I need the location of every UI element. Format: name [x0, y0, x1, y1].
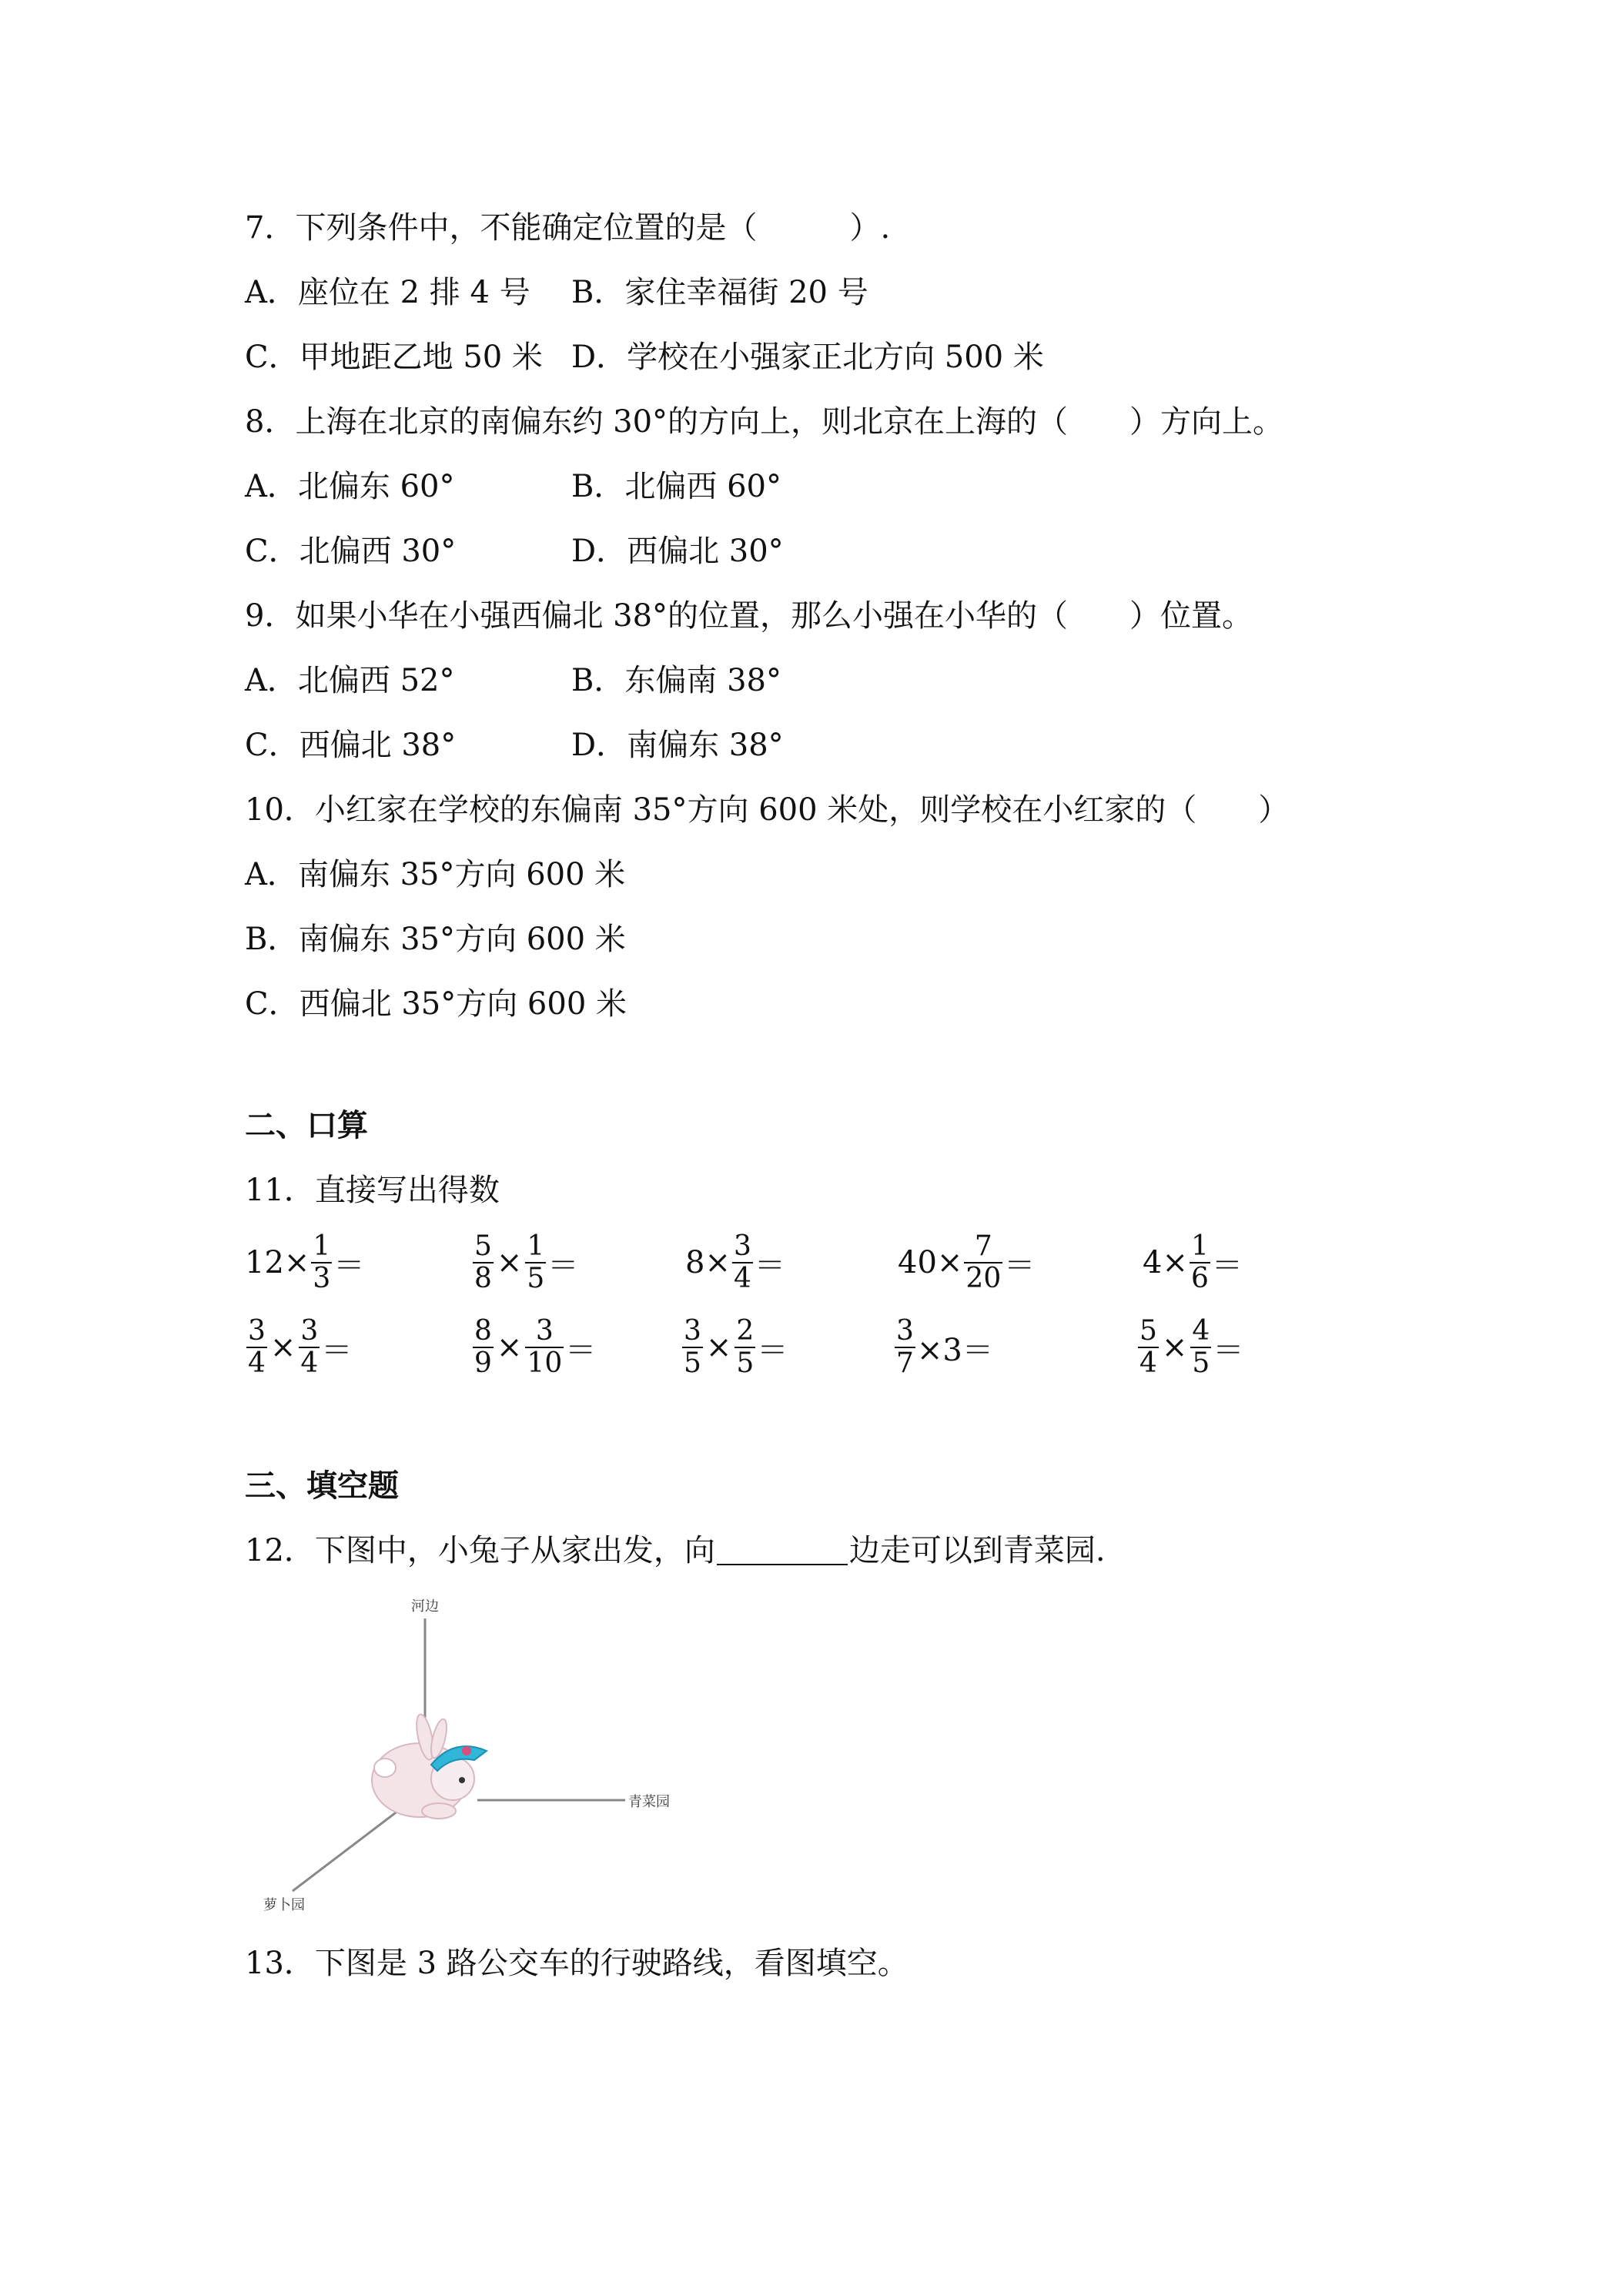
q13-stem: 13．下图是 3 路公交车的行驶路线，看图填空。 — [245, 1946, 909, 1981]
q12-stem-before: 12．下图中，小兔子从家出发，向 — [245, 1533, 715, 1568]
equals-sign: ＝ — [565, 1332, 597, 1368]
fraction-numerator: 3 — [896, 1315, 914, 1347]
rabbit-icon — [372, 1713, 487, 1819]
fraction-denominator: 6 — [1190, 1263, 1209, 1294]
calc-expression — [1136, 1309, 1243, 1386]
fraction-denominator: 5 — [1192, 1347, 1210, 1379]
equals-sign: ＝ — [1211, 1247, 1243, 1284]
q8-option-d: D．西偏北 30° — [571, 534, 784, 569]
label-north: 河边 — [411, 1598, 439, 1615]
fraction — [1190, 1232, 1210, 1294]
q10-option-c: C．西偏北 35°方向 600 米 — [245, 986, 627, 1022]
fraction — [473, 1317, 494, 1378]
fraction-denominator: 4 — [248, 1347, 266, 1379]
q10-stem: 10．小红家在学校的东偏南 35°方向 600 米处，则学校在小红家的（ ） — [245, 792, 1290, 828]
fraction — [299, 1317, 320, 1378]
q8-option-b: B．北偏西 60° — [571, 469, 782, 504]
fraction-numerator: 2 — [736, 1315, 755, 1347]
fraction-numerator: 1 — [313, 1230, 331, 1262]
calc-expression — [245, 1309, 352, 1386]
q7-option-b: B．家住幸福街 20 号 — [571, 275, 868, 310]
calc-prefix: 4× — [1143, 1245, 1188, 1280]
calc-expression — [685, 1224, 785, 1301]
fraction-denominator: 10 — [527, 1347, 563, 1379]
fraction-numerator: 7 — [974, 1230, 992, 1262]
section-heading-fill-blank: 三、填空题 — [245, 1468, 399, 1504]
fraction — [525, 1232, 546, 1294]
fraction-denominator: 5 — [527, 1263, 545, 1294]
fraction-numerator: 3 — [733, 1230, 751, 1262]
q12-stem-after: 边走可以到青菜园. — [848, 1533, 1106, 1568]
fraction — [473, 1232, 494, 1294]
calc-prefix: 40× — [898, 1245, 963, 1280]
fraction — [311, 1232, 332, 1294]
calc-expression — [681, 1309, 788, 1386]
rabbit-direction-figure — [246, 1586, 708, 1925]
fraction — [1190, 1317, 1211, 1378]
equals-sign: ＝ — [547, 1247, 579, 1284]
equals-sign: ＝ — [754, 1247, 785, 1284]
fraction-numerator: 3 — [684, 1315, 701, 1347]
times-sign: × — [1161, 1330, 1188, 1365]
fraction-numerator: 1 — [527, 1230, 545, 1262]
calc-prefix: 12× — [245, 1245, 310, 1280]
q7-option-d: D．学校在小强家正北方向 500 米 — [571, 340, 1044, 375]
fraction-numerator: 4 — [1192, 1315, 1210, 1347]
fraction-denominator: 4 — [300, 1347, 319, 1379]
direction-lines — [246, 1586, 708, 1925]
times-sign: × — [496, 1245, 523, 1280]
fraction — [732, 1232, 753, 1294]
q8-stem: 8．上海在北京的南偏东约 30°的方向上，则北京在上海的（ ）方向上。 — [245, 404, 1284, 440]
equals-sign: ＝ — [1213, 1332, 1244, 1368]
q12-stem — [245, 1529, 1106, 1572]
fraction-denominator: 9 — [474, 1347, 492, 1379]
calc-expression — [471, 1309, 596, 1386]
q11-stem: 11．直接写出得数 — [245, 1173, 500, 1208]
fraction-numerator: 3 — [300, 1315, 319, 1347]
calc-expression — [471, 1224, 578, 1301]
q7-option-a: A．座位在 2 排 4 号 — [245, 275, 530, 310]
q9-option-b: B．东偏南 38° — [571, 663, 782, 698]
q7-option-c: C．甲地距乙地 50 米 — [245, 340, 543, 375]
fraction-numerator: 5 — [474, 1230, 492, 1262]
answer-blank[interactable] — [717, 1533, 848, 1565]
q9-stem: 9．如果小华在小强西偏北 38°的位置，那么小强在小华的（ ）位置。 — [245, 598, 1253, 634]
fraction-denominator: 8 — [474, 1263, 492, 1294]
calc-prefix: 8× — [685, 1245, 731, 1280]
fraction-denominator: 7 — [896, 1347, 914, 1379]
q9-option-d: D．南偏东 38° — [571, 728, 784, 763]
fraction — [895, 1317, 915, 1378]
q7-stem: 7．下列条件中，不能确定位置的是（ ）. — [245, 210, 891, 246]
q10-option-b: B．南偏东 35°方向 600 米 — [245, 922, 626, 957]
label-southwest: 萝卜园 — [263, 1897, 305, 1913]
fraction — [246, 1317, 267, 1378]
calc-expression — [898, 1224, 1035, 1301]
fraction — [1138, 1317, 1159, 1378]
calc-expression — [245, 1224, 364, 1301]
q9-option-a: A．北偏西 52° — [245, 663, 455, 698]
fraction-denominator: 5 — [684, 1347, 701, 1379]
fraction-numerator: 3 — [248, 1315, 266, 1347]
calc-expression — [893, 1309, 993, 1386]
q9-option-c: C．西偏北 38° — [245, 728, 457, 763]
fraction — [682, 1317, 703, 1378]
q8-option-a: A．北偏东 60° — [245, 469, 455, 504]
fraction-denominator: 3 — [313, 1263, 331, 1294]
times-sign: × — [496, 1330, 523, 1365]
calc-suffix: ×3＝ — [916, 1332, 993, 1368]
equals-sign: ＝ — [321, 1332, 353, 1368]
fraction-numerator: 1 — [1190, 1230, 1209, 1262]
fraction-numerator: 3 — [535, 1315, 554, 1347]
equals-sign: ＝ — [1004, 1247, 1036, 1284]
fraction — [735, 1317, 755, 1378]
q10-option-a: A．南偏东 35°方向 600 米 — [245, 857, 626, 892]
label-east: 青菜园 — [628, 1794, 670, 1810]
calc-expression — [1143, 1224, 1243, 1301]
q8-option-c: C．北偏西 30° — [245, 534, 457, 569]
times-sign: × — [269, 1330, 296, 1365]
fraction-denominator: 4 — [733, 1263, 751, 1294]
fraction — [525, 1317, 564, 1378]
fraction-numerator: 8 — [474, 1315, 492, 1347]
times-sign: × — [705, 1330, 732, 1365]
equals-sign: ＝ — [757, 1332, 788, 1368]
fraction-numerator: 5 — [1139, 1315, 1157, 1347]
fraction-denominator: 5 — [736, 1347, 755, 1379]
equals-sign: ＝ — [333, 1247, 365, 1284]
fraction-denominator: 20 — [965, 1263, 1002, 1294]
fraction — [964, 1232, 1002, 1294]
fraction-denominator: 4 — [1139, 1347, 1157, 1379]
section-heading-oral-calc: 二、口算 — [245, 1108, 368, 1143]
